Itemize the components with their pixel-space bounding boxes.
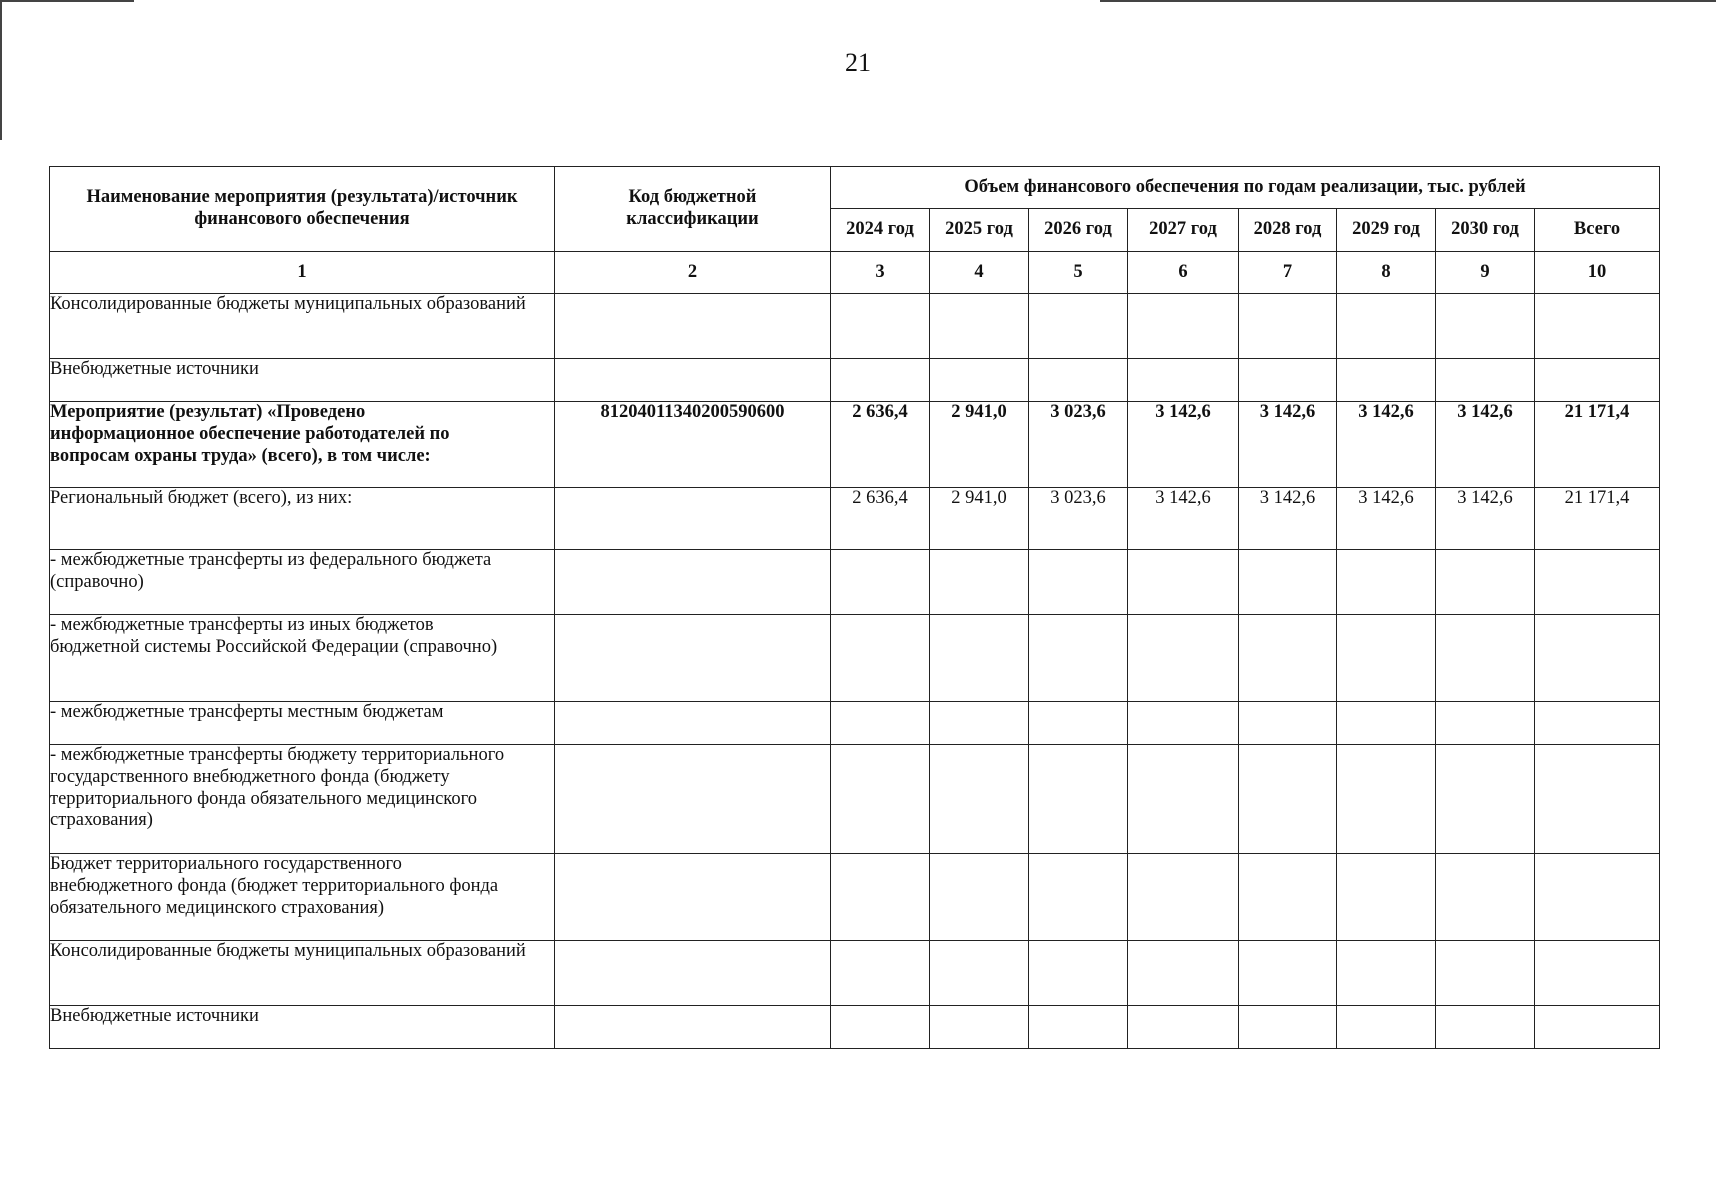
row-value xyxy=(1337,359,1436,402)
row-value xyxy=(1128,359,1239,402)
row-value xyxy=(831,941,930,1006)
row-value xyxy=(1535,702,1660,745)
row-value: 2 636,4 xyxy=(831,402,930,488)
table-row xyxy=(50,488,1660,550)
header-name: Наименование мероприятия (результата)/источник финансового обеспечения xyxy=(50,167,555,252)
row-value xyxy=(1535,745,1660,854)
row-value: 3 142,6 xyxy=(1239,402,1337,488)
row-value xyxy=(1239,550,1337,615)
row-value xyxy=(1239,745,1337,854)
row-value xyxy=(831,702,930,745)
row-value xyxy=(930,294,1029,359)
header-volume: Объем финансового обеспечения по годам реализации, тыс. рублей xyxy=(831,167,1660,209)
row-value xyxy=(1535,615,1660,702)
row-value xyxy=(930,550,1029,615)
row-value: 3 023,6 xyxy=(1029,488,1128,550)
row-name: Консолидированные бюджеты муниципальных образований xyxy=(50,941,555,1006)
row-value xyxy=(1337,294,1436,359)
row-value xyxy=(1337,615,1436,702)
table-row xyxy=(50,941,1660,1006)
row-value xyxy=(1029,941,1128,1006)
row-value xyxy=(930,615,1029,702)
column-number: 3 xyxy=(831,252,930,294)
row-value xyxy=(1337,941,1436,1006)
row-name: Региональный бюджет (всего), из них: xyxy=(50,488,555,550)
column-number: 6 xyxy=(1128,252,1239,294)
table-row xyxy=(50,359,1660,402)
row-value xyxy=(1436,615,1535,702)
row-code xyxy=(555,745,831,854)
row-value xyxy=(831,1006,930,1049)
column-number: 10 xyxy=(1535,252,1660,294)
column-number: 7 xyxy=(1239,252,1337,294)
row-value xyxy=(1239,702,1337,745)
row-value xyxy=(1337,1006,1436,1049)
table-row xyxy=(50,550,1660,615)
row-value: 3 142,6 xyxy=(1337,402,1436,488)
row-name: - межбюджетные трансферты из иных бюджетов бюджетной системы Российской Федерации (справочно) xyxy=(50,615,555,702)
row-value xyxy=(1436,1006,1535,1049)
row-name: - межбюджетные трансферты бюджету территориального государственного внебюджетного фонда (бюджету территориального фонда обязательного медицинского страхования) xyxy=(50,745,555,854)
row-value xyxy=(1128,1006,1239,1049)
row-value: 3 142,6 xyxy=(1128,488,1239,550)
row-value xyxy=(1029,359,1128,402)
row-value: 3 142,6 xyxy=(1239,488,1337,550)
row-code xyxy=(555,550,831,615)
table-row xyxy=(50,702,1660,745)
column-numbers-row xyxy=(50,252,1660,294)
row-code xyxy=(555,294,831,359)
row-value xyxy=(1029,294,1128,359)
column-number: 1 xyxy=(50,252,555,294)
row-value xyxy=(831,854,930,941)
row-value: 2 941,0 xyxy=(930,488,1029,550)
row-value xyxy=(1029,1006,1128,1049)
row-code xyxy=(555,941,831,1006)
row-value xyxy=(1029,615,1128,702)
row-value: 21 171,4 xyxy=(1535,488,1660,550)
row-value xyxy=(1436,941,1535,1006)
row-value xyxy=(930,854,1029,941)
column-number: 9 xyxy=(1436,252,1535,294)
row-value xyxy=(1128,941,1239,1006)
row-value xyxy=(1239,294,1337,359)
row-value: 2 941,0 xyxy=(930,402,1029,488)
scan-edge-line xyxy=(1100,0,1716,2)
row-value: 3 142,6 xyxy=(1337,488,1436,550)
scan-edge-line xyxy=(0,0,134,2)
row-value xyxy=(1239,1006,1337,1049)
row-value xyxy=(1239,615,1337,702)
row-name: Бюджет территориального государственного внебюджетного фонда (бюджет территориального фонда обязательного медицинского страхования) xyxy=(50,854,555,941)
row-name: - межбюджетные трансферты из федерального бюджета (справочно) xyxy=(50,550,555,615)
row-value xyxy=(1535,854,1660,941)
row-value xyxy=(831,294,930,359)
table-row xyxy=(50,745,1660,854)
header-total: Всего xyxy=(1535,209,1660,252)
row-value xyxy=(930,359,1029,402)
header-year: 2027 год xyxy=(1128,209,1239,252)
row-value xyxy=(930,1006,1029,1049)
row-value xyxy=(1337,745,1436,854)
row-value: 2 636,4 xyxy=(831,488,930,550)
row-value xyxy=(1239,854,1337,941)
row-value xyxy=(930,702,1029,745)
row-value xyxy=(1535,1006,1660,1049)
row-name: Внебюджетные источники xyxy=(50,1006,555,1049)
row-value xyxy=(1535,294,1660,359)
header-year: 2024 год xyxy=(831,209,930,252)
financing-table xyxy=(49,166,1660,1049)
row-value xyxy=(1029,854,1128,941)
header-code: Код бюджетной классификации xyxy=(555,167,831,252)
table-row xyxy=(50,402,1660,488)
table-row xyxy=(50,294,1660,359)
row-name: Консолидированные бюджеты муниципальных образований xyxy=(50,294,555,359)
row-value xyxy=(831,550,930,615)
row-code xyxy=(555,854,831,941)
row-value xyxy=(1128,854,1239,941)
row-value xyxy=(1128,294,1239,359)
row-value xyxy=(1029,550,1128,615)
row-name: - межбюджетные трансферты местным бюджетам xyxy=(50,702,555,745)
row-value xyxy=(1436,745,1535,854)
header-year: 2030 год xyxy=(1436,209,1535,252)
row-name: Внебюджетные источники xyxy=(50,359,555,402)
row-value xyxy=(1535,550,1660,615)
row-value xyxy=(1535,359,1660,402)
row-value xyxy=(930,745,1029,854)
row-code xyxy=(555,1006,831,1049)
row-value xyxy=(1337,854,1436,941)
row-code xyxy=(555,359,831,402)
column-number: 2 xyxy=(555,252,831,294)
row-value: 3 142,6 xyxy=(1436,488,1535,550)
row-value xyxy=(1239,941,1337,1006)
row-code xyxy=(555,488,831,550)
table-row xyxy=(50,854,1660,941)
row-value: 3 142,6 xyxy=(1128,402,1239,488)
column-number: 5 xyxy=(1029,252,1128,294)
row-value xyxy=(831,745,930,854)
row-value xyxy=(1337,550,1436,615)
row-value: 3 142,6 xyxy=(1436,402,1535,488)
column-number: 4 xyxy=(930,252,1029,294)
row-code xyxy=(555,615,831,702)
row-value xyxy=(1128,702,1239,745)
row-value: 21 171,4 xyxy=(1535,402,1660,488)
header-year: 2029 год xyxy=(1337,209,1436,252)
table-row xyxy=(50,1006,1660,1049)
row-value xyxy=(1436,550,1535,615)
row-value xyxy=(1337,702,1436,745)
row-value xyxy=(1239,359,1337,402)
header-year: 2025 год xyxy=(930,209,1029,252)
row-code: 81204011340200590600 xyxy=(555,402,831,488)
row-value xyxy=(1535,941,1660,1006)
row-value xyxy=(1128,615,1239,702)
row-value xyxy=(1029,745,1128,854)
row-value xyxy=(1436,854,1535,941)
row-value xyxy=(831,615,930,702)
row-value xyxy=(1029,702,1128,745)
row-value xyxy=(1436,702,1535,745)
page-number: 21 xyxy=(845,48,871,77)
row-value: 3 023,6 xyxy=(1029,402,1128,488)
table-row xyxy=(50,615,1660,702)
header-year: 2026 год xyxy=(1029,209,1128,252)
row-value xyxy=(1436,294,1535,359)
row-value xyxy=(831,359,930,402)
row-value xyxy=(1128,745,1239,854)
header-year: 2028 год xyxy=(1239,209,1337,252)
row-value xyxy=(1436,359,1535,402)
row-value xyxy=(930,941,1029,1006)
column-number: 8 xyxy=(1337,252,1436,294)
row-value xyxy=(1128,550,1239,615)
row-name: Мероприятие (результат) «Проведено информационное обеспечение работодателей по вопросам охраны труда» (всего), в том числе: xyxy=(50,402,555,488)
row-code xyxy=(555,702,831,745)
